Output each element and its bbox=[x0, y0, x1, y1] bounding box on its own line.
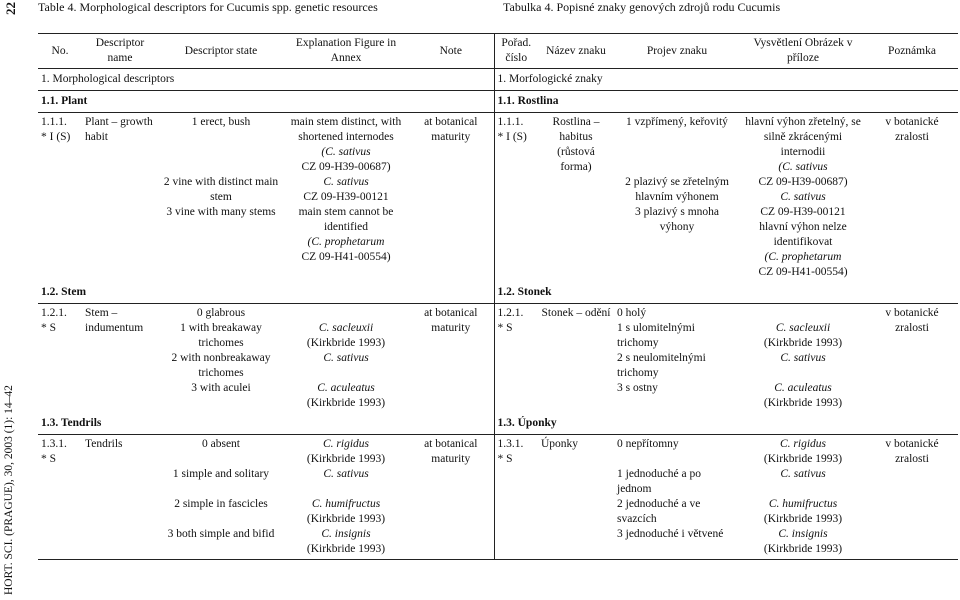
state-0: 0 glabrous bbox=[196, 307, 246, 319]
descriptor-code: * S bbox=[41, 322, 57, 334]
note: at botanical maturity bbox=[408, 304, 494, 414]
state-3-cz: 3 jednoduché i větvené bbox=[617, 528, 724, 540]
citation: (Kirkbride 1993) bbox=[763, 337, 843, 349]
state-0-cz: 0 nepřítomny bbox=[617, 438, 679, 450]
table-row bbox=[38, 304, 958, 414]
descriptor-table bbox=[38, 33, 958, 560]
species-ref: C. sativus bbox=[780, 468, 826, 480]
species-ref: C. sacleuxii bbox=[775, 322, 831, 334]
descriptor-number: 1.3.1. bbox=[41, 438, 67, 450]
table-row bbox=[38, 113, 958, 283]
species-ref: C. aculeatus bbox=[774, 382, 832, 394]
descriptor-name-cz: Rostlina – habitus (růstová forma) bbox=[552, 116, 600, 173]
header-projev: Projev znaku bbox=[614, 34, 740, 69]
explanation-1: main stem distinct, with shortened internodes bbox=[290, 116, 402, 143]
descriptor-name: Plant – growth habit bbox=[85, 116, 153, 143]
state-0-cz: 0 holý bbox=[617, 307, 647, 319]
subsection-plant-en: 1.1. Plant bbox=[38, 91, 494, 113]
species-ref: (C. sativus bbox=[321, 146, 371, 158]
note: at botanical maturity bbox=[408, 435, 494, 560]
citation: (Kirkbride 1993) bbox=[763, 397, 843, 409]
descriptor-name-cz: Stonek – odění bbox=[541, 307, 611, 319]
species-ref: C. sativus bbox=[323, 176, 369, 188]
subsection-tendrils-en: 1.3. Tendrils bbox=[38, 413, 494, 435]
descriptor-number: 1.2.1. bbox=[41, 307, 67, 319]
state-3: 3 vine with many stems bbox=[166, 206, 276, 218]
citation: (Kirkbride 1993) bbox=[306, 397, 386, 409]
subsection-stem-en: 1.2. Stem bbox=[38, 282, 494, 304]
descriptor-code: * S bbox=[497, 453, 513, 465]
citation: (Kirkbride 1993) bbox=[306, 543, 386, 555]
subsection-plant-cz: 1.1. Rostlina bbox=[494, 91, 958, 113]
citation: (Kirkbride 1993) bbox=[763, 453, 843, 465]
state-0: 0 absent bbox=[201, 438, 240, 450]
header-no: No. bbox=[38, 34, 82, 69]
header-note: Note bbox=[408, 34, 494, 69]
state-2: 2 vine with distinct main stem bbox=[163, 176, 279, 203]
header-descriptor-state: Descriptor state bbox=[158, 34, 284, 69]
subsection-tendrils-cz: 1.3. Úponky bbox=[494, 413, 958, 435]
table-header bbox=[38, 34, 958, 69]
state-3-cz: 3 plazivý s mnoha výhony bbox=[635, 206, 719, 233]
state-2-cz: 2 s neulomitelnými trichomy bbox=[617, 352, 706, 379]
descriptor-number: 1.3.1. bbox=[497, 438, 524, 450]
subsection-row bbox=[38, 413, 958, 435]
species-ref: C. sacleuxii bbox=[318, 322, 374, 334]
state-2-cz: 2 plazivý se zřetelným hlavním výhonem bbox=[625, 176, 729, 203]
species-ref: (C. sativus bbox=[778, 161, 828, 173]
header-poznamka: Poznámka bbox=[866, 34, 958, 69]
species-ref: C. rigidus bbox=[779, 438, 826, 450]
citation: (Kirkbride 1993) bbox=[306, 337, 386, 349]
table-caption-cz: Tabulka 4. Popisné znaky genových zdrojů rodu Cucumis bbox=[503, 0, 781, 14]
header-descriptor-name: Descriptor name bbox=[82, 34, 158, 69]
subsection-stem-cz: 1.2. Stonek bbox=[494, 282, 958, 304]
explanation-3-cz: hlavní výhon nelze identifikovat bbox=[759, 221, 847, 248]
descriptor-number: 1.1.1. bbox=[41, 116, 67, 128]
descriptor-code: * S bbox=[497, 322, 513, 334]
note-cz: v botanické zralosti bbox=[885, 116, 939, 143]
species-ref: (C. prophetarum bbox=[764, 251, 842, 263]
state-2-cz: 2 jednoduché a ve svazcích bbox=[617, 498, 701, 525]
page-number: 22 bbox=[3, 2, 18, 15]
species-ref: C. aculeatus bbox=[317, 382, 375, 394]
citation: (Kirkbride 1993) bbox=[763, 543, 843, 555]
subsection-row bbox=[38, 91, 958, 113]
state-1-cz: 1 s ulomitelnými trichomy bbox=[617, 322, 695, 349]
descriptor-code: * I (S) bbox=[41, 131, 71, 143]
descriptor-code: * S bbox=[41, 453, 57, 465]
species-ref: (C. prophetarum bbox=[307, 236, 385, 248]
species-ref: C. sativus bbox=[780, 352, 826, 364]
journal-citation: HORT. SCI. (PRAGUE), 30, 2003 (1): 14–42 bbox=[3, 385, 15, 595]
section-title-en: 1. Morphological descriptors bbox=[38, 69, 494, 91]
header-porad: Pořad. číslo bbox=[494, 34, 538, 69]
state-2: 2 with nonbreakaway trichomes bbox=[171, 352, 271, 379]
descriptor-number: 1.1.1. bbox=[497, 116, 524, 128]
header-explanation: Explanation Figure in Annex bbox=[284, 34, 408, 69]
header-vysvetleni: Vysvětlení Obrázek v příloze bbox=[740, 34, 866, 69]
citation: (Kirkbride 1993) bbox=[306, 453, 386, 465]
citation: (Kirkbride 1993) bbox=[763, 513, 843, 525]
descriptor-name-cz: Úponky bbox=[538, 435, 614, 560]
species-ref: C. sativus bbox=[323, 468, 369, 480]
accession-id: CZ 09-H39-00121 bbox=[760, 206, 846, 218]
accession-id: CZ 09-H39-00687) bbox=[301, 161, 391, 173]
table-caption-en: Table 4. Morphological descriptors for Cucumis spp. genetic resources bbox=[38, 0, 378, 14]
state-3-cz: 3 s ostny bbox=[617, 382, 658, 394]
species-ref: C. humifructus bbox=[768, 498, 838, 510]
descriptor-code: * I (S) bbox=[497, 131, 527, 143]
section-row bbox=[38, 69, 958, 91]
note: at botanical maturity bbox=[408, 113, 494, 283]
state-1: 1 with breakaway trichomes bbox=[180, 322, 262, 349]
descriptor-name: Tendrils bbox=[82, 435, 158, 560]
table-row bbox=[38, 435, 958, 560]
species-ref: C. insignis bbox=[778, 528, 828, 540]
species-ref: C. sativus bbox=[323, 352, 369, 364]
descriptor-name: Stem – indumentum bbox=[85, 307, 144, 334]
explanation-3: main stem cannot be identified bbox=[298, 206, 394, 233]
species-ref: C. insignis bbox=[321, 528, 371, 540]
explanation-1-cz: hlavní výhon zřetelný, se silně zkrácenými internodii bbox=[745, 116, 861, 158]
state-3: 3 both simple and bifid bbox=[167, 528, 275, 540]
state-2: 2 simple in fascicles bbox=[174, 498, 268, 510]
accession-id: CZ 09-H39-00687) bbox=[758, 176, 848, 188]
header-nazev: Název znaku bbox=[538, 34, 614, 69]
accession-id: CZ 09-H39-00121 bbox=[303, 191, 389, 203]
state-1-cz: 1 jednoduché a po jednom bbox=[617, 468, 701, 495]
descriptor-number: 1.2.1. bbox=[497, 307, 524, 319]
state-1-cz: 1 vzpřímený, keřovitý bbox=[626, 116, 728, 128]
species-ref: C. rigidus bbox=[322, 438, 369, 450]
state-1: 1 simple and solitary bbox=[172, 468, 270, 480]
note-cz: v botanické zralosti bbox=[866, 435, 958, 560]
species-ref: C. sativus bbox=[780, 191, 826, 203]
state-3: 3 with aculei bbox=[191, 382, 251, 394]
accession-id: CZ 09-H41-00554) bbox=[301, 251, 391, 263]
section-title-cz: 1. Morfologické znaky bbox=[494, 69, 958, 91]
citation: (Kirkbride 1993) bbox=[306, 513, 386, 525]
subsection-row bbox=[38, 282, 958, 304]
note-cz: v botanické zralosti bbox=[885, 307, 939, 334]
accession-id: CZ 09-H41-00554) bbox=[758, 266, 848, 278]
species-ref: C. humifructus bbox=[311, 498, 381, 510]
state-1: 1 erect, bush bbox=[191, 116, 251, 128]
